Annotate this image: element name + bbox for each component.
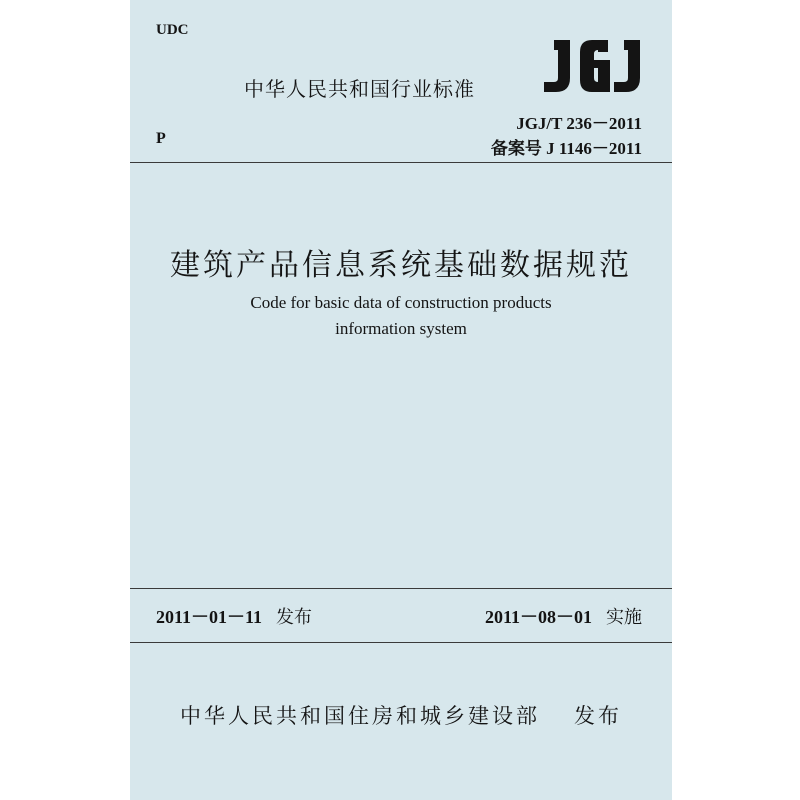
udc-label: UDC (156, 22, 189, 38)
issue-info (156, 603, 312, 629)
publisher-line (130, 700, 672, 730)
bottom-divider (130, 642, 672, 643)
record-number: 备案号 J 1146－2011 (490, 139, 642, 158)
standard-cover (130, 0, 672, 800)
classification-label: P (156, 130, 166, 147)
publisher-name: 中华人民共和国住房和城乡建设部 (180, 704, 540, 728)
implement-info (485, 603, 642, 629)
implement-label: 实施 (606, 607, 642, 628)
series-title: 中华人民共和国行业标准 (244, 77, 475, 101)
middle-divider (130, 588, 672, 589)
implement-date: 2011－08－01 (484, 607, 592, 627)
standard-code: JGJ/T 236－2011 (516, 114, 642, 133)
issue-date: 2011－01－11 (156, 607, 263, 627)
publisher-action: 发布 (574, 704, 622, 728)
title-chinese: 建筑产品信息系统基础数据规范 (170, 248, 632, 283)
top-divider (130, 162, 672, 163)
title-english-line-1: Code for basic data of construction products (250, 293, 552, 312)
title-english (130, 290, 672, 342)
issue-label: 发布 (276, 607, 313, 628)
title-english-line-2: information system (335, 319, 467, 338)
jgj-logo (540, 38, 643, 94)
